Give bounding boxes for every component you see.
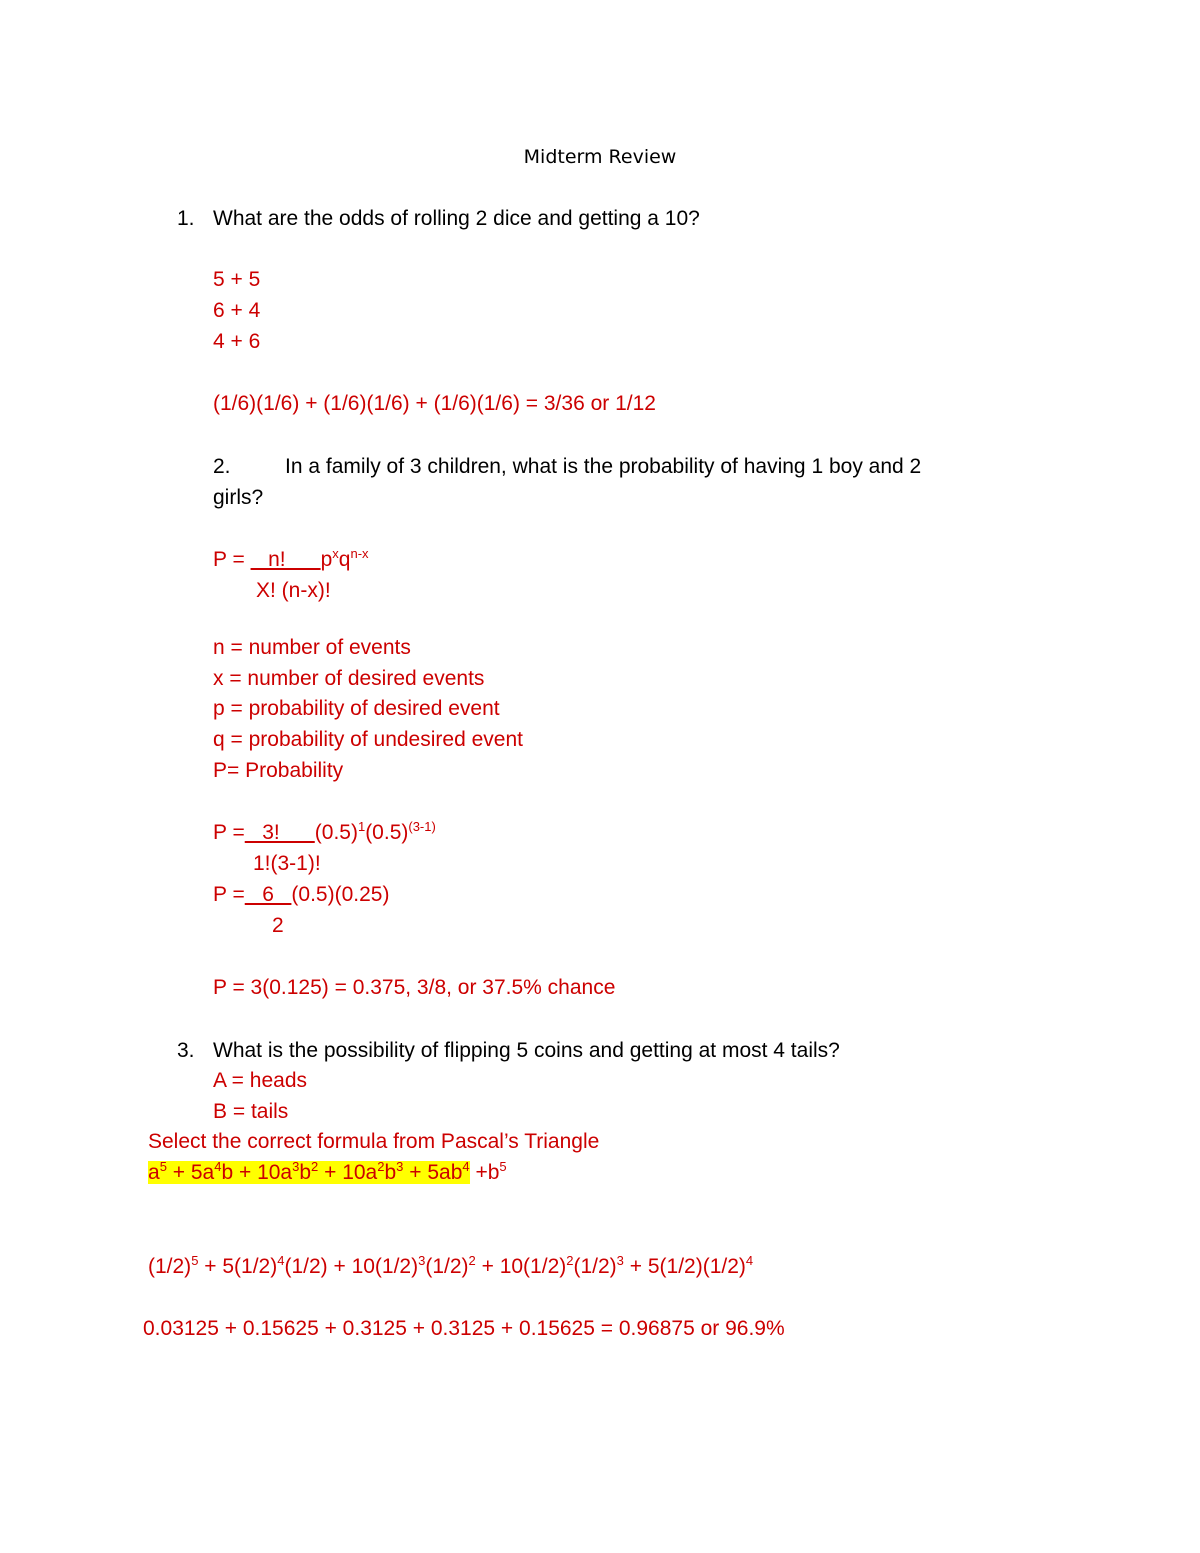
substitution-term: + 5(1/2) <box>198 1255 278 1278</box>
q2-binomial-formula <box>213 546 369 574</box>
substitution-exponent: 3 <box>418 1253 426 1268</box>
page-title: Midterm Review <box>523 146 677 168</box>
substitution-term: (1/2) <box>425 1255 469 1278</box>
q2-definition: q = probability of undesired event <box>213 728 523 751</box>
formula-term: + 5ab <box>403 1161 463 1184</box>
formula-term: +b <box>469 1161 500 1184</box>
q2-definition: p = probability of desired event <box>213 697 500 720</box>
substitution-exponent: 2 <box>566 1253 574 1268</box>
formula-term: b <box>299 1161 312 1184</box>
q3-def-heads: A = heads <box>213 1069 307 1092</box>
formula-denominator: X! (n-x)! <box>256 579 331 602</box>
step1-factor: (0.5) <box>365 821 409 844</box>
step1-lhs: P = <box>213 821 245 844</box>
q3-substitution <box>148 1253 753 1281</box>
step1-exponent: (3-1) <box>408 819 436 834</box>
q2-step1 <box>213 819 436 847</box>
q1-number: 1. <box>177 207 195 230</box>
formula-exponent: 4 <box>214 1159 222 1174</box>
formula-term: + 5a <box>166 1161 215 1184</box>
step1-factor: (0.5) <box>314 821 358 844</box>
q3-def-tails: B = tails <box>213 1100 289 1123</box>
step2-lhs: P = <box>213 883 245 906</box>
substitution-term: (1/2) <box>148 1255 192 1278</box>
q2-definition: n = number of events <box>213 636 411 659</box>
formula-p: p <box>320 548 333 571</box>
q3-question: What is the possibility of flipping 5 coins and getting at most 4 tails? <box>213 1039 840 1062</box>
formula-exponent: 4 <box>462 1159 470 1174</box>
formula-q-exponent: n-x <box>350 546 369 561</box>
q1-question: What are the odds of rolling 2 dice and getting a 10? <box>213 207 700 230</box>
step2-denominator: 2 <box>272 914 284 937</box>
q2-question-line2: girls? <box>213 486 264 509</box>
substitution-exponent: 4 <box>745 1253 754 1268</box>
step1-denominator: 1!(3-1)! <box>253 852 321 875</box>
q1-combo: 4 + 6 <box>213 330 261 353</box>
formula-exponent: 5 <box>499 1159 507 1174</box>
q2-step2 <box>213 881 389 909</box>
step1-numerator: 3! <box>244 821 315 844</box>
q3-pascal-formula <box>148 1159 507 1187</box>
substitution-exponent: 4 <box>277 1253 285 1268</box>
formula-numerator: n! <box>250 548 321 571</box>
q2-result: P = 3(0.125) = 0.375, 3/8, or 37.5% chance <box>213 976 616 999</box>
substitution-term: (1/2) + 10(1/2) <box>284 1255 419 1278</box>
q3-result: 0.03125 + 0.15625 + 0.3125 + 0.3125 + 0.15625 = 0.96875 or 96.9% <box>143 1317 785 1340</box>
formula-exponent: 2 <box>311 1159 319 1174</box>
q1-combo: 5 + 5 <box>213 268 261 291</box>
substitution-term: + 10(1/2) <box>475 1255 567 1278</box>
step2-numerator: 6 <box>244 883 292 906</box>
q2-definition: x = number of desired events <box>213 667 485 690</box>
substitution-term: (1/2) <box>573 1255 617 1278</box>
q1-combo: 6 + 4 <box>213 299 261 322</box>
formula-exponent: 5 <box>159 1159 167 1174</box>
formula-term: a <box>148 1161 160 1184</box>
formula-term: b + 10a <box>221 1161 293 1184</box>
q2-question-line1: In a family of 3 children, what is the probability of having 1 boy and 2 <box>285 455 922 478</box>
step2-rest: (0.5)(0.25) <box>291 883 390 906</box>
highlighted-terms <box>148 1161 470 1184</box>
substitution-term: + 5(1/2)(1/2) <box>623 1255 746 1278</box>
formula-q: q <box>338 548 351 571</box>
q3-instruction: Select the correct formula from Pascal’s Triangle <box>148 1130 600 1153</box>
formula-exponent: 2 <box>377 1159 385 1174</box>
formula-exponent: 3 <box>396 1159 404 1174</box>
formula-term: + 10a <box>318 1161 378 1184</box>
formula-term: b <box>384 1161 397 1184</box>
substitution-exponent: 5 <box>191 1253 199 1268</box>
q2-definition: P= Probability <box>213 759 344 782</box>
substitution-exponent: 2 <box>468 1253 476 1268</box>
q3-number: 3. <box>177 1039 195 1062</box>
substitution-exponent: 3 <box>616 1253 624 1268</box>
formula-exponent: 3 <box>292 1159 300 1174</box>
step1-exponent: 1 <box>357 819 366 834</box>
q2-number: 2. <box>213 455 231 478</box>
q1-answer: (1/6)(1/6) + (1/6)(1/6) + (1/6)(1/6) = 3/36 or 1/12 <box>213 392 656 415</box>
formula-lhs: P = <box>213 548 251 571</box>
formula-p-exponent: x <box>332 546 339 561</box>
